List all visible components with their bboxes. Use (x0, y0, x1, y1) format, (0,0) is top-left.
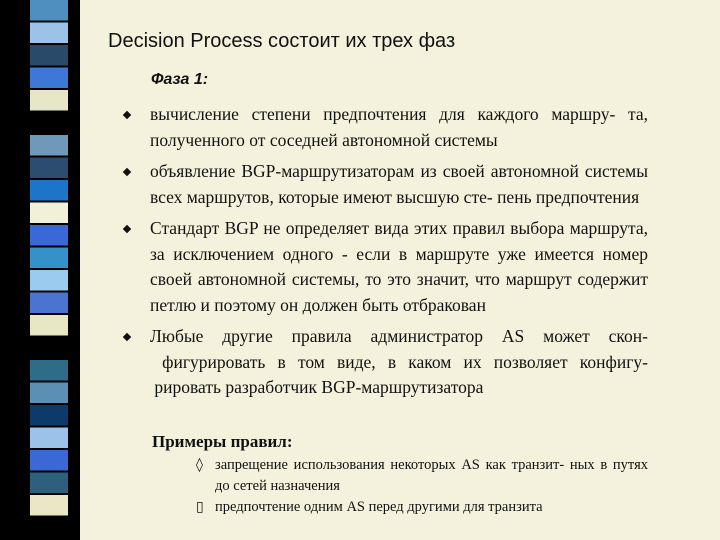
stripe-block (30, 45, 68, 66)
diamond-bullet-icon (123, 168, 131, 176)
slide-title: Decision Process состоит их трех фаз (108, 30, 456, 52)
decorative-stripe (0, 0, 80, 540)
stripe-block (30, 383, 68, 404)
bullet-text: вычисление степени предпочтения для каждого маршру- та, полученного от соседней автономной системы (150, 104, 648, 150)
stripe-block (30, 495, 68, 516)
stripe-block (30, 248, 68, 269)
stripe-block (30, 270, 68, 291)
bullet-item (122, 324, 648, 401)
stripe-block (30, 113, 68, 134)
stripe-block (30, 293, 68, 314)
stripe-block (30, 225, 68, 246)
stripe-block (30, 0, 68, 21)
example-item (196, 455, 648, 497)
stripe-block (30, 518, 68, 539)
bullet-item (122, 216, 648, 318)
bullet-item (122, 102, 648, 153)
phase-label: Фаза 1: (151, 71, 209, 88)
stripe-block (30, 360, 68, 381)
stripe-block (30, 405, 68, 426)
examples-heading: Примеры правил: (152, 432, 293, 451)
stripe-block (30, 428, 68, 449)
missing-glyph-icon: ▯ (196, 499, 204, 515)
example-text: предпочтение одним AS перед другими для транзита (215, 499, 543, 515)
stripe-block (30, 68, 68, 89)
stripe-block (30, 450, 68, 471)
stripe-block (30, 180, 68, 201)
stripe-block (30, 135, 68, 156)
bullet-text: Стандарт BGP не определяет вида этих правил выбора маршрута, за исключением одного - если в маршруте уже имеется номер своей автономной системы, то это значит, что маршрут содержит петлю и поэтому он должен быть отбракован (150, 218, 648, 315)
stripe-block (30, 158, 68, 179)
stripe-block (30, 23, 68, 44)
bullet-text: Любые другие правила администратор AS может скон- фигурировать в том виде, в каком их позволяет конфигу- рировать разработчик BGP-маршрутизатора (150, 326, 648, 397)
hollow-diamond-icon: ◊ (196, 457, 203, 473)
stripe-block (30, 203, 68, 224)
bullet-item (122, 159, 648, 210)
stripe-block (30, 473, 68, 494)
example-text: запрещение использования некоторых AS как транзит- ных в путях до сетей назначения (215, 457, 648, 494)
diamond-bullet-icon (123, 225, 131, 233)
diamond-bullet-icon (123, 333, 131, 341)
diamond-bullet-icon (123, 111, 131, 119)
bullet-text: объявление BGP-маршрутизаторам из своей автономной системы всех маршрутов, которые имеют высшую сте- пень предпочтения (150, 161, 648, 207)
stripe-block (30, 90, 68, 111)
bullet-list (122, 102, 648, 407)
example-item (196, 497, 648, 518)
stripe-block (30, 315, 68, 336)
stripe-block (30, 338, 68, 359)
